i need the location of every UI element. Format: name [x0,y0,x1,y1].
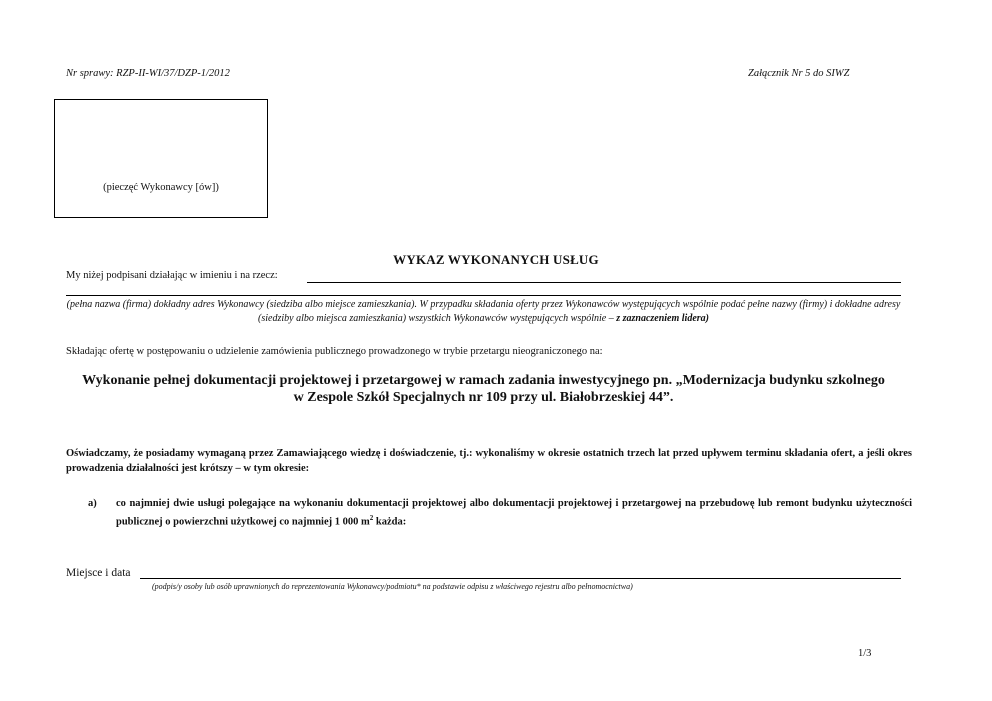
item-marker: a) [88,498,97,509]
contract-subject-line2: w Zespole Szkół Specjalnych nr 109 przy ul. Białobrzeskiej 44”. [293,390,674,405]
contract-subject-line1: Wykonanie pełnej dokumentacji projektowej i przetargowej w ramach zadania inwestycyjnego pn. „Modernizacja budynku szkolnego [82,373,885,388]
item-text: co najmniej dwie usługi polegające na wykonaniu dokumentacji projektowej albo dokumentacji projektowej i przetargowej na przebudowę lub remont budynku użyteczności publicznej o powierzchni użytkowej co najmniej 1 000 m [116,498,912,528]
contractor-name-line[interactable] [307,282,901,283]
signature-note: (podpis/y osoby lub osób uprawnionych do reprezentowania Wykonawcy/podmiotu* na podstawie odpisu z właściwego rejestru albo pełnomocnictwa) [152,582,633,591]
stamp-label: (pieczęć Wykonawcy [ów]) [103,182,219,193]
page-number: 1/3 [858,648,872,659]
item-superscript: 2 [369,514,374,522]
contractor-address-line[interactable] [66,295,901,296]
requirement-item-a [88,496,912,530]
contractor-stamp-box [54,99,268,218]
contractor-note-text: (pełna nazwa (firma) dokładny adres Wykonawcy (siedziba albo miejsce zamieszkania). W przypadku składania oferty przez Wykonawców występujących wspólnie podać pełne nazwy (firmy) i dokładne adresy (siedziby albo miejsca zamieszkania) wszystkich Wykonawców występujących wspólnie – [66,299,901,324]
case-number: Nr sprawy: RZP-II-WI/37/DZP-1/2012 [66,68,230,79]
proceeding-intro: Składając ofertę w postępowaniu o udzielenie zamówienia publicznego prowadzonego w trybie przetargu nieograniczonego na: [66,346,603,357]
annex-label: Załącznik Nr 5 do SIWZ [748,68,850,79]
contractor-note-emphasis: z zaznaczeniem lidera) [616,313,709,324]
place-date-label: Miejsce i data [66,567,131,579]
on-behalf-label: My niżej podpisani działając w imieniu i na rzecz: [66,270,278,281]
contract-subject [66,372,901,406]
place-date-line[interactable] [140,578,901,579]
document-title: WYKAZ WYKONANYCH USŁUG [393,252,599,267]
item-text-wrapper [92,496,912,530]
declaration: Oświadczamy, że posiadamy wymaganą przez Zamawiającego wiedzę i doświadczenie, tj.: wykonaliśmy w okresie ostatnich trzech lat przed upływem terminu składania ofert, a jeśli okres prowadzenia działalności jest krótszy – w tym okresie: [66,448,912,474]
contractor-note [66,298,901,326]
item-suffix: każda: [373,516,407,528]
